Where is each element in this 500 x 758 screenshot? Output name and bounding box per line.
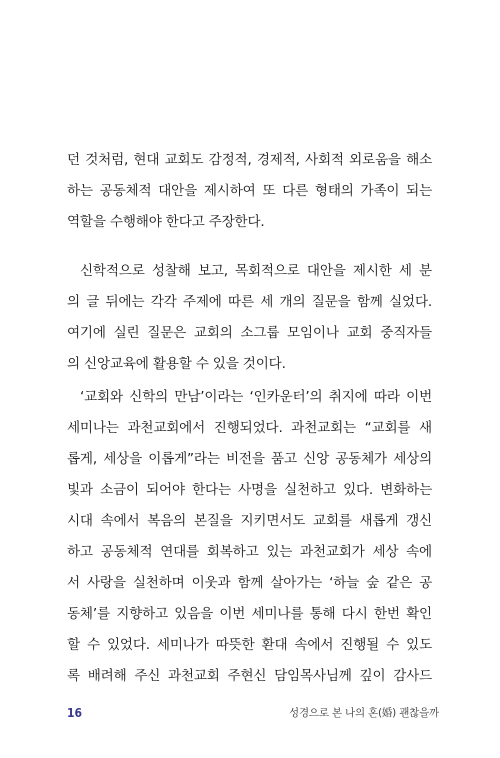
text-line: 역할을 수행해야 한다고 주장한다.: [67, 214, 265, 230]
text-line: 할 수 있었다. 세미나가 따뜻한 환대 속에서 진행될 수 있도: [67, 637, 432, 653]
body-paragraph: [67, 256, 432, 380]
text-line: 하고 공동체적 연대를 회복하고 있는 과천교회가 세상 속에: [67, 544, 432, 560]
text-line: 동체’를 지향하고 있음을 이번 세미나를 통해 다시 한번 확인: [67, 606, 432, 622]
running-title: 성경으로 본 나의 혼(婚) 괜찮을까: [289, 707, 439, 719]
page-number: 16: [67, 706, 83, 720]
body-paragraph: [67, 145, 432, 238]
text-line: 의 신앙교육에 활용할 수 있을 것이다.: [67, 356, 286, 372]
text-line: 신학적으로 성찰해 보고, 목회적으로 대안을 제시한 세 분: [80, 263, 432, 279]
text-line: 여기에 실린 질문은 교회의 소그룹 모임이나 교회 중직자들: [67, 325, 432, 341]
text-line: 롭게, 세상을 이롭게”라는 비전을 품고 신앙 공동체가 세상의: [67, 451, 432, 467]
text-line: 서 사랑을 실천하며 이웃과 함께 살아가는 ‘하늘 숲 같은 공: [67, 575, 432, 591]
text-line: ‘교회와 신학의 만남’이라는 ‘인카운터’의 취지에 따라 이번: [80, 389, 432, 405]
page-footer: [67, 704, 439, 722]
text-line: 빛과 소금이 되어야 한다는 사명을 실천하고 있다. 변화하는: [67, 482, 432, 498]
text-line: 하는 공동체적 대안을 제시하여 또 다른 형태의 가족이 되는: [67, 183, 432, 199]
text-line: 록 배려해 주신 과천교회 주현신 담임목사님께 깊이 감사드: [67, 668, 432, 684]
text-line: 의 글 뒤에는 각각 주제에 따른 세 개의 질문을 함께 실었다.: [67, 294, 432, 310]
text-line: 시대 속에서 복음의 본질을 지키면서도 교회를 새롭게 갱신: [67, 513, 432, 529]
text-line: 세미나는 과천교회에서 진행되었다. 과천교회는 “교회를 새: [67, 420, 432, 436]
text-line: 던 것처럼, 현대 교회도 감정적, 경제적, 사회적 외로움을 해소: [67, 152, 432, 168]
body-paragraph: [67, 382, 432, 692]
